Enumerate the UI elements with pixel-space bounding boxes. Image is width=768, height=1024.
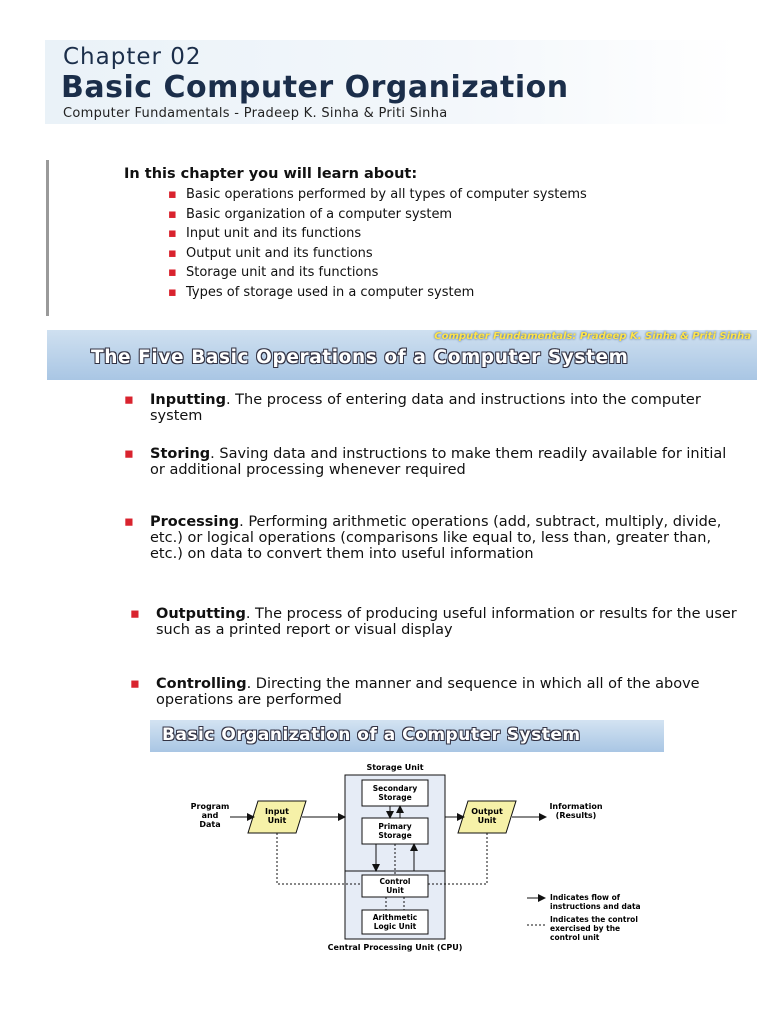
program-data-label: Program (190, 802, 230, 811)
storage-unit-label: Storage Unit (366, 763, 424, 772)
op-inputting: ▪ Inputting. The process of entering data and instructions into the computer system (124, 392, 701, 424)
bullet-icon: ▪ (168, 265, 177, 280)
legend-arrow-label: Indicates flow of (550, 893, 620, 902)
primary-storage-label-2: Storage (378, 831, 412, 840)
bullet-icon: ▪ (168, 226, 177, 241)
output-unit-label-2: Unit (477, 816, 497, 825)
slide-credit: Computer Fundamentals: Pradeep K. Sinha & Priti Sinha (434, 331, 751, 342)
org-title: Basic Organization of a Computer System (162, 725, 581, 745)
list-item: ▪ Output unit and its functions (168, 245, 373, 261)
op-storing: ▪ Storing. Saving data and instructions to make them readily available for initial or additional processing whenever required (124, 446, 727, 478)
control-unit-label: Control (379, 877, 411, 886)
five-ops-title: The Five Basic Operations of a Computer System (91, 347, 629, 368)
legend-arrow-label-2: instructions and data (550, 902, 641, 911)
op-processing: ▪ Processing. Performing arithmetic operations (add, subtract, multiply, divide, etc.) or logical operations (comparisons like equal to, less than, greater than, etc.) on data to convert them into useful information (124, 514, 722, 562)
input-unit-label-2: Unit (267, 816, 287, 825)
op-controlling: ▪ Controlling. Directing the manner and sequence in which all of the above operations are performed (130, 676, 700, 708)
chapter-title: Basic Computer Organization (61, 70, 569, 105)
list-item: ▪ Input unit and its functions (168, 226, 362, 241)
secondary-storage-label: Secondary (372, 784, 418, 793)
list-item: ▪ Basic operations performed by all types of computer systems (168, 187, 587, 202)
op-outputting: ▪ Outputting. The process of producing useful information or results for the user such as a printed report or visual display (130, 606, 737, 638)
bullet-icon: ▪ (124, 392, 134, 408)
information-label-2: (Results) (555, 811, 597, 820)
legend-dotted-label-3: control unit (550, 933, 600, 942)
program-data-label-2: and (201, 811, 219, 820)
information-label: Information (549, 802, 603, 811)
learn-heading: In this chapter you will learn about: (124, 166, 418, 182)
list-item: ▪ Types of storage used in a computer system (168, 284, 475, 300)
alu-label: Arithmetic (372, 913, 418, 922)
bullet-icon: ▪ (168, 284, 177, 300)
secondary-storage-label-2: Storage (378, 793, 412, 802)
chapter-number: Chapter 02 (63, 44, 202, 70)
bullet-icon: ▪ (168, 245, 177, 261)
alu-label-2: Logic Unit (373, 922, 417, 931)
legend-dotted-label-2: exercised by the (550, 924, 621, 933)
bullet-icon: ▪ (130, 606, 140, 622)
control-unit-label-2: Unit (386, 886, 404, 895)
program-data-label-3: Data (199, 820, 221, 829)
list-item: ▪ Basic organization of a computer system (168, 206, 453, 222)
bullet-icon: ▪ (168, 206, 177, 222)
legend-dotted-label: Indicates the control (550, 915, 638, 924)
cpu-label: Central Processing Unit (CPU) (327, 943, 463, 952)
bullet-icon: ▪ (168, 187, 177, 202)
chapter-subtitle: Computer Fundamentals - Pradeep K. Sinha & Priti Sinha (63, 106, 448, 121)
input-unit-label: Input (265, 807, 289, 816)
primary-storage-label: Primary (378, 822, 412, 831)
bullet-icon: ▪ (124, 446, 134, 462)
bullet-icon: ▪ (124, 514, 134, 530)
bullet-icon: ▪ (130, 676, 140, 692)
output-unit-label: Output (471, 807, 503, 816)
list-item: ▪ Storage unit and its functions (168, 265, 379, 280)
